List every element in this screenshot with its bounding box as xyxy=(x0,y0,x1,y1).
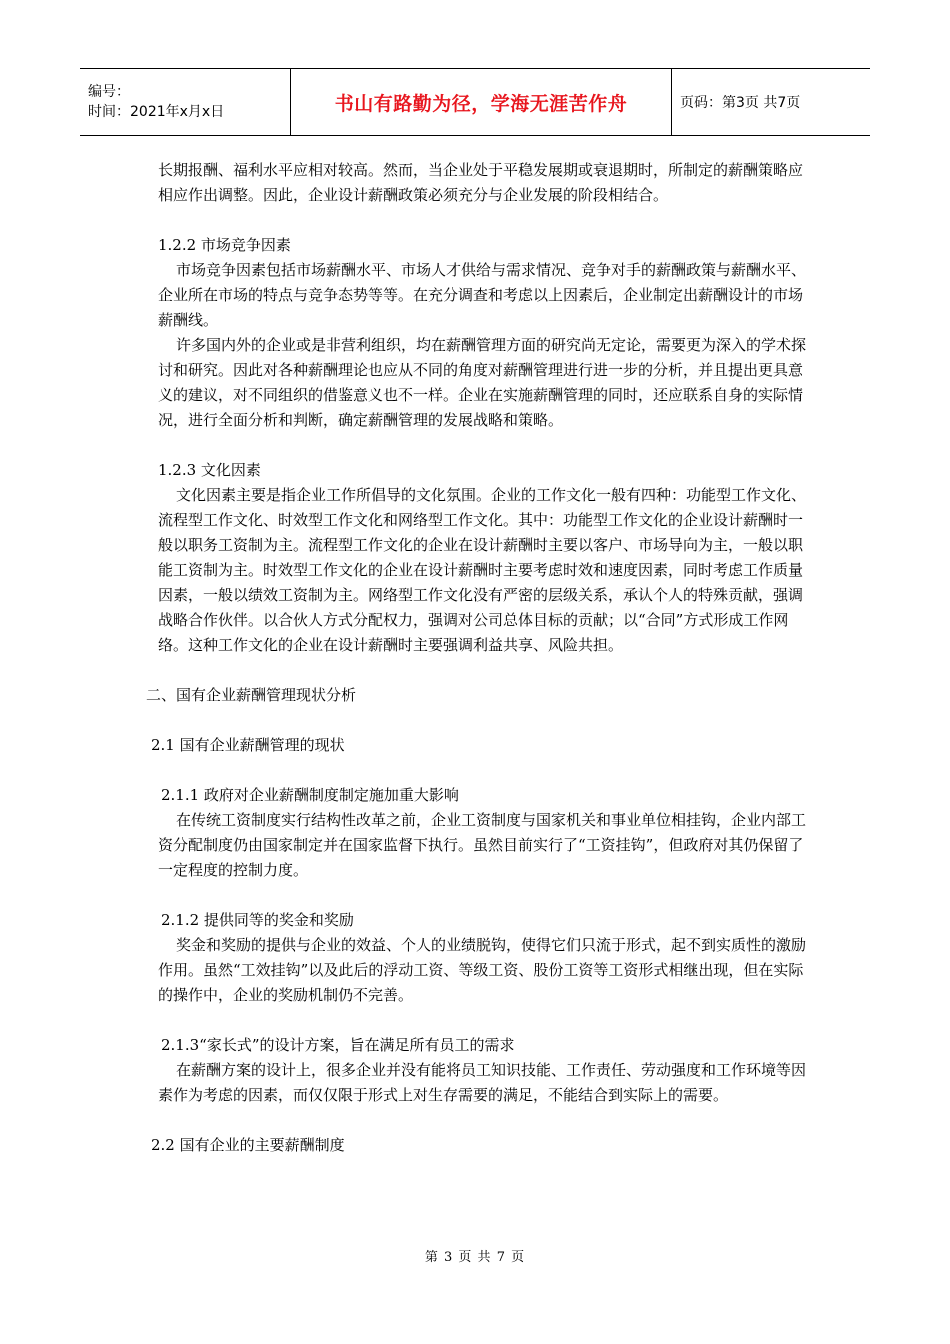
section-heading: 1.2.3 文化因素 xyxy=(158,461,261,479)
subsection-heading: 2.1.3“家长式”的设计方案，旨在满足所有员工的需求 xyxy=(161,1036,515,1054)
section-heading: 2.1 国有企业薪酬管理的现状 xyxy=(151,736,345,754)
section-heading: 1.2.2 市场竞争因素 xyxy=(158,236,291,254)
header-meta-cell xyxy=(80,69,291,136)
page-footer: 第 3 页 共 7 页 xyxy=(424,1250,526,1265)
paragraph: 市场竞争因素包括市场薪酬水平、市场人才供给与需求情况、竞争对手的薪酬政策与薪酬水平、企业所在市场的特点与竞争态势等等。在充分调查和考虑以上因素后，企业制定出薪酬设计的市场薪酬线。 xyxy=(158,261,807,329)
document-date-label: 时间：2021年x月x日 xyxy=(88,104,225,120)
paragraph: 在薪酬方案的设计上，很多企业并没有能将员工知识技能、工作责任、劳动强度和工作环境等因素作为考虑的因素，而仅仅限于形式上对生存需要的满足，不能结合到实际上的需要。 xyxy=(158,1061,807,1104)
document-body xyxy=(146,158,808,1158)
header-motto: 书山有路勤为径，学海无涯苦作舟 xyxy=(334,92,628,115)
header-page-cell xyxy=(672,69,871,136)
document-number-label: 编号： xyxy=(88,84,130,100)
paragraph: 许多国内外的企业或是非营利组织，均在薪酬管理方面的研究尚无定论，需要更为深入的学术探讨和研究。因此对各种薪酬理论也应从不同的角度对薪酬管理进行进一步的分析，并且提出更具意义的建议，对不同组织的借鉴意义也不一样。企业在实施薪酬管理的同时，还应联系自身的实际情况，进行全面分析和判断，确定薪酬管理的发展战略和策略。 xyxy=(158,336,807,429)
section-heading: 2.2 国有企业的主要薪酬制度 xyxy=(151,1136,345,1154)
header-motto-cell xyxy=(291,69,672,136)
header-page-label: 页码：第3页 共7页 xyxy=(680,95,801,111)
page-header xyxy=(80,68,870,136)
chapter-heading: 二、国有企业薪酬管理现状分析 xyxy=(146,686,357,704)
paragraph: 文化因素主要是指企业工作所倡导的文化氛围。企业的工作文化一般有四种：功能型工作文化、流程型工作文化、时效型工作文化和网络型工作文化。其中：功能型工作文化的企业设计薪酬时一般以职务工资制为主。流程型工作文化的企业在设计薪酬时主要以客户、市场导向为主，一般以职能工资制为主。时效型工作文化的企业在设计薪酬时主要考虑时效和速度因素，同时考虑工作质量因素，一般以绩效工资制为主。网络型工作文化没有严密的层级关系，承认个人的特殊贡献，强调战略合作伙伴。以合伙人方式分配权力，强调对公司总体目标的贡献；以“合同”方式形成工作网络。这种工作文化的企业在设计薪酬时主要强调利益共享、风险共担。 xyxy=(158,486,807,654)
paragraph: 长期报酬、福利水平应相对较高。然而，当企业处于平稳发展期或衰退期时，所制定的薪酬策略应相应作出调整。因此，企业设计薪酬政策必须充分与企业发展的阶段相结合。 xyxy=(158,161,804,204)
subsection-heading: 2.1.1 政府对企业薪酬制度制定施加重大影响 xyxy=(161,786,459,804)
subsection-heading: 2.1.2 提供同等的奖金和奖励 xyxy=(161,911,354,929)
paragraph: 在传统工资制度实行结构性改革之前，企业工资制度与国家机关和事业单位相挂钩，企业内部工资分配制度仍由国家制定并在国家监督下执行。虽然目前实行了“工资挂钩”，但政府对其仍保留了一定程度的控制力度。 xyxy=(158,811,807,879)
paragraph: 奖金和奖励的提供与企业的效益、个人的业绩脱钩，使得它们只流于形式，起不到实质性的激励作用。虽然“工效挂钩”以及此后的浮动工资、等级工资、股份工资等工资形式相继出现，但在实际的操作中，企业的奖励机制仍不完善。 xyxy=(158,936,807,1004)
